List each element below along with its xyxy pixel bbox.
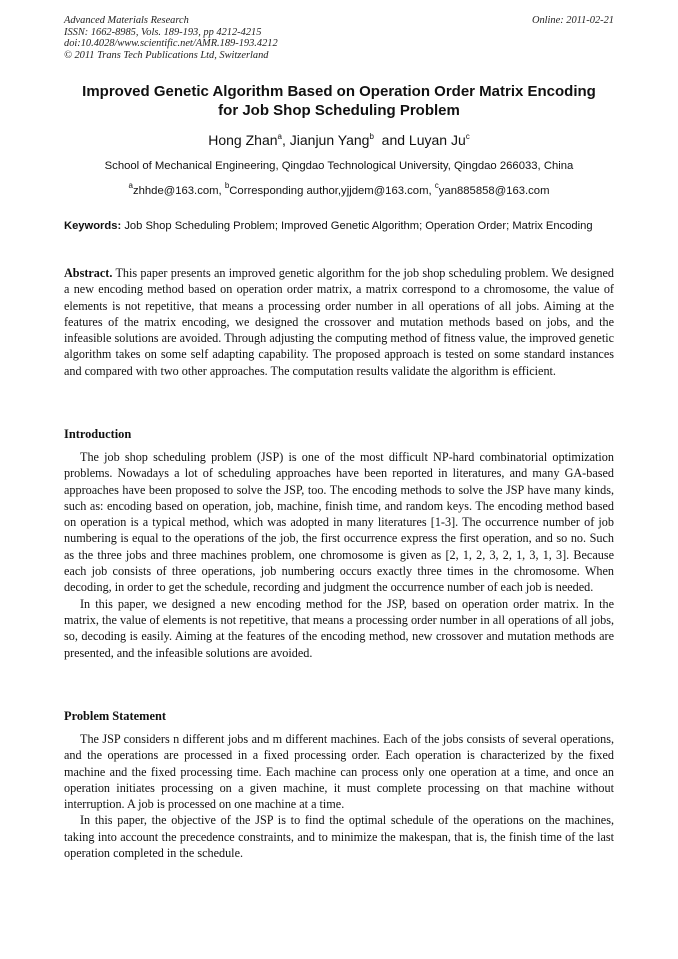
intro-paragraph-2: In this paper, we designed a new encoding method for the JSP, based on operation order matrix. In the matrix, the value of elements is not repetitive, that means a processing order number in all operations of all jobs, so, decoding is easily. Aiming at the features of the encoding method, new crossover and mutation methods are presented, and the infeasible solutions are avoided.	[64, 596, 614, 660]
email-mark: a	[128, 181, 133, 190]
author-name: Jianjun Yang	[289, 132, 370, 148]
online-date: Online: 2011-02-21	[531, 15, 614, 26]
paper-title	[40, 82, 638, 120]
email-list	[40, 181, 638, 197]
email-mark: c	[434, 181, 439, 190]
email-address[interactable]: Corresponding author,yjjdem@163.com,	[229, 185, 435, 197]
author-affil-mark: c	[465, 132, 470, 141]
author-affil-mark: b	[369, 132, 374, 141]
abstract-label: Abstract.	[64, 266, 113, 280]
email-address[interactable]: zhhde@163.com,	[132, 185, 225, 197]
author-affil-mark: a	[277, 132, 282, 141]
problem-statement-body	[64, 731, 614, 861]
intro-paragraph-1: The job shop scheduling problem (JSP) is one of the most difficult NP-hard combinatorial optimization problems. Nowadays a lot of scheduling approaches have been reported in literatures, and many GA-based approaches have been proposed to solve the JSP, too. The encoding methods to solve the JSP have many kinds, such as: encoding based on operation, job, machine, finish time, and random keys. The encoding method based on operation is a typical method, which was adopted in many literatures [1-3]. The occurrence number of job numbering is equal to the operations of the job, the first occurrence express the first operation, and so no. Such as the three jobs and three machines problem, one chromosome is given as [2, 1, 2, 3, 2, 1, 3, 1, 3]. Because each job consists of three operations, job numbering occurs exactly three times in the chromosome. When decoding, in order to get the schedule, recording and judgment the occurrence number of each job is needed.	[64, 450, 614, 595]
abstract-text: This paper presents an improved genetic algorithm for the job shop scheduling problem. We designed a new encoding method based on operation order matrix, a matrix correspond to a chromosome, the value of elements is not repetitive, that means a processing order number in all operations of all jobs. Aiming at the features of the matrix encoding, we designed the crossover and mutation methods based on jobs, and the infeasible solutions are avoided. Through adjusting the computing method of fitness value, the improved genetic algorithm takes on some self adapting capability. The proposed approach is tested on some standard instances and compared with two other approaches. The computation results validate the algorithm is efficient.	[64, 266, 615, 378]
author-name: Hong Zhan	[208, 132, 278, 148]
keywords-label: Keywords:	[64, 220, 122, 232]
title-line-1: Improved Genetic Algorithm Based on Operation Order Matrix Encoding	[82, 83, 596, 100]
doi-line: doi:10.4028/www.scientific.net/AMR.189-193.4212	[64, 38, 278, 49]
copyright-line: © 2011 Trans Tech Publications Ltd, Switzerland	[64, 49, 269, 61]
affiliation: School of Mechanical Engineering, Qingdao Technological University, Qingdao 266033, China	[104, 160, 574, 172]
problem-statement-heading: Problem Statement	[64, 709, 166, 723]
problem-paragraph-2: In this paper, the objective of the JSP is to find the optimal schedule of the operations on the machines, taking into account the precedence constraints, and to minimize the makespan, that is, the finish time of the last operation completed in the schedule.	[64, 813, 614, 861]
journal-header	[64, 15, 614, 61]
email-mark: b	[224, 181, 230, 190]
keywords-block	[64, 219, 614, 234]
introduction-heading: Introduction	[64, 427, 132, 441]
problem-paragraph-1: The JSP considers n different jobs and m different machines. Each of the jobs consists of several operations, and the operations are processed in a fixed processing order. Each operation is characterized by the fixed machine and the fixed processing time. Each machine can process only one operation at a time, and once an operation initiates processing on a given machine, it must complete processing on that machine without interruption. A job is processed on one machine at a time.	[64, 732, 614, 812]
author-separator: ,	[281, 132, 290, 148]
issn-line: ISSN: 1662-8985, Vols. 189-193, pp 4212-4215	[64, 26, 262, 38]
author-separator: and	[373, 132, 409, 148]
email-address[interactable]: yan885858@163.com	[438, 185, 550, 197]
author-list	[40, 132, 638, 148]
author-name: Luyan Ju	[408, 132, 466, 148]
journal-name: Advanced Materials Research	[64, 15, 189, 26]
abstract-block	[64, 265, 614, 379]
introduction-body	[64, 449, 614, 661]
keywords-text: Job Shop Scheduling Problem; Improved Genetic Algorithm; Operation Order; Matrix Encoding	[124, 220, 593, 232]
title-line-2: for Job Shop Scheduling Problem	[218, 102, 460, 119]
